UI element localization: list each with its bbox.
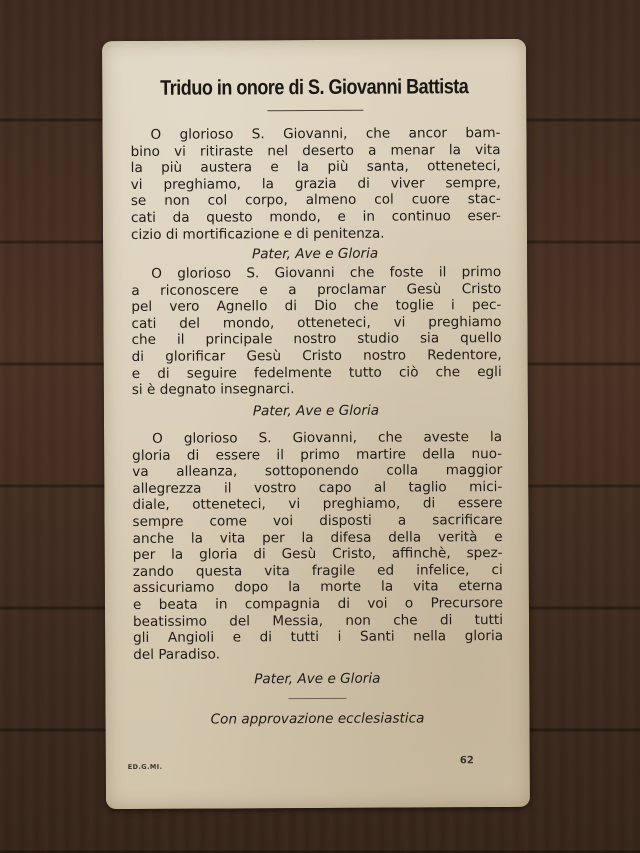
paragraph-line: per la gloria di Gesù Cristo, affinchè, spez- xyxy=(132,545,503,564)
prayer-refrain-3: Pater, Ave e Gloria xyxy=(254,670,381,688)
paragraph-line: e beata in compagnia di voi o Precursore xyxy=(132,594,503,613)
paragraph-line: di glorificar Gesù Cristo nostro Redentore, xyxy=(131,346,502,365)
card-number: 62 xyxy=(459,755,474,767)
paragraph-line: sempre come voi disposti a sacrificare xyxy=(132,511,503,530)
title-divider xyxy=(267,110,363,112)
paragraph-line: O glorioso S. Giovanni, che ancor bam- xyxy=(150,125,501,143)
paragraph-line: gli Angioli e di tutti i Santi nella gloria xyxy=(133,628,504,647)
holy-card xyxy=(102,39,530,809)
paragraph-line: bino vi ritiraste nel deserto a menar la vita xyxy=(130,141,501,160)
paragraph-line: cizio di mortificazione e di penitenza. xyxy=(130,225,385,243)
paragraph-line: gloria di essere il primo martire della nuo- xyxy=(132,445,503,464)
prayer-refrain-2: Pater, Ave e Gloria xyxy=(252,402,380,420)
paragraph-line: va alleanza, sottoponendo colla maggior xyxy=(132,462,503,481)
paragraph-line: cati del mondo, otteneteci, vi preghiamo xyxy=(131,313,502,332)
publisher-mark: ED.G.MI. xyxy=(127,762,163,771)
paragraph-line: O glorioso S. Giovanni, che aveste la xyxy=(152,429,503,447)
card-title: Triduo in onore di S. Giovanni Battista xyxy=(160,75,469,100)
paragraph-line: che il principale nostro studio sia quello xyxy=(131,330,502,349)
paragraph-line: a riconoscere e a proclamar Gesù Cristo xyxy=(131,280,502,299)
paragraph-line: assicuriamo dopo la morte la vita eterna xyxy=(132,578,503,597)
paragraph-line: si è degnato insegnarci. xyxy=(131,381,295,399)
paragraph-line: diale, otteneteci, vi preghiamo, di essere xyxy=(132,495,503,514)
approval-divider xyxy=(288,698,346,699)
paragraph-line: pel vero Agnello di Dio che toglie i pec- xyxy=(131,297,502,316)
approval-note: Con approvazione ecclesiastica xyxy=(210,710,425,728)
paragraph-line: zando questa vita fragile ed infelice, ci xyxy=(132,561,503,580)
paragraph-line: del Paradiso. xyxy=(133,646,221,663)
paragraph-line: O glorioso S. Giovanni che foste il primo xyxy=(151,264,502,282)
prayer-paragraph-3 xyxy=(132,429,503,663)
paragraph-line: e di seguire fedelmente tutto ciò che egli xyxy=(131,363,502,382)
paragraph-line: se non col corpo, almeno col cuore stac- xyxy=(130,191,501,210)
prayer-refrain-1: Pater, Ave e Gloria xyxy=(251,245,379,263)
paragraph-line: beatissimo del Messia, non che di tutti xyxy=(132,611,504,630)
paragraph-line: vi preghiamo, la grazia di viver sempre, xyxy=(130,174,501,193)
prayer-paragraph-1 xyxy=(130,125,501,243)
paragraph-line: cati da questo mondo, e in continuo eser- xyxy=(130,207,501,226)
prayer-paragraph-2 xyxy=(131,264,502,399)
paragraph-line: anche la vita per la difesa della verità e xyxy=(132,528,503,547)
paragraph-line: la più austera e la più santa, otteneteci, xyxy=(130,158,501,177)
paragraph-line: allegrezza il vostro capo al taglio mici- xyxy=(132,478,503,497)
